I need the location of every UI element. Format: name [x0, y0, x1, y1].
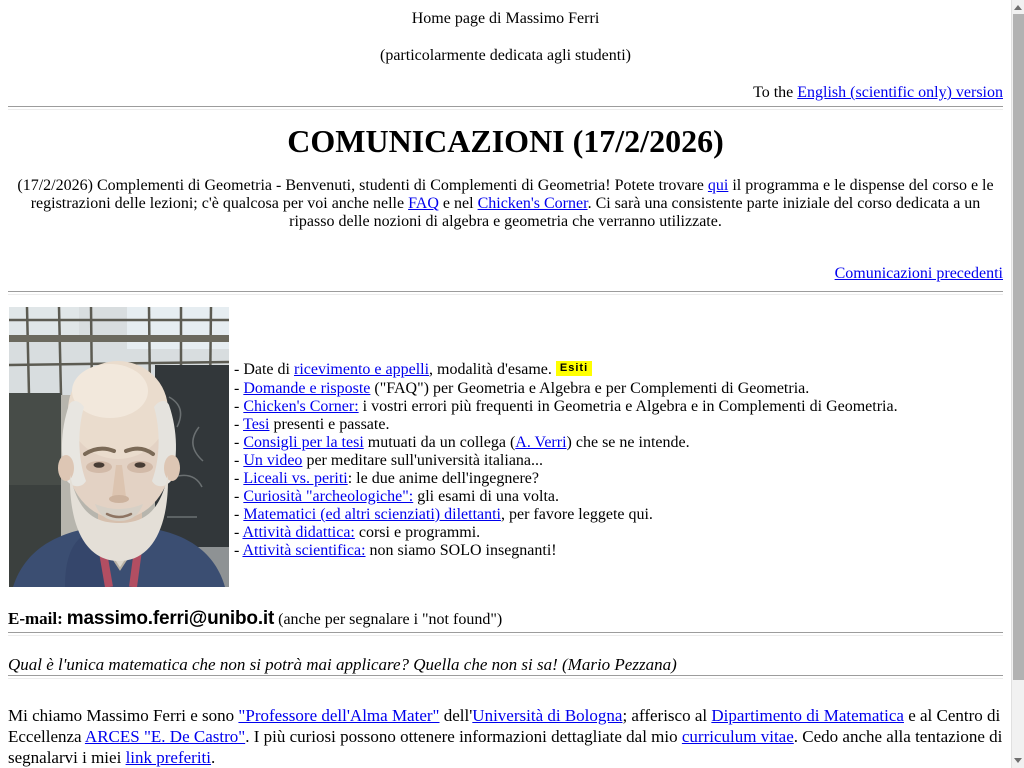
attivita-scientifica-link[interactable]: Attività scientifica: — [242, 542, 366, 559]
text-segment: presenti e passate. — [269, 416, 390, 433]
text-segment: e nel — [438, 195, 478, 212]
quote-line: Qual è l'unica matematica che non si potrà mai applicare? Quella che non si sa! (Mario Pezzana) — [8, 655, 677, 674]
text-segment: - Date di — [234, 361, 294, 378]
scroll-down-icon[interactable] — [1014, 758, 1022, 763]
chickens-corner-list-link[interactable]: Chicken's Corner: — [243, 398, 359, 415]
communications-paragraph — [8, 177, 1003, 231]
profile-list-item — [234, 380, 898, 398]
english-version-link[interactable]: English (scientific only) version — [797, 84, 1003, 101]
scrollbar-thumb[interactable] — [1013, 14, 1024, 680]
profile-section — [8, 307, 1003, 587]
text-segment: , modalità d'esame. — [429, 361, 556, 378]
text-segment: ("FAQ") per Geometria e Algebra e per Complementi di Geometria. — [370, 380, 810, 397]
qui-link[interactable]: qui — [707, 177, 729, 194]
text-segment: ) che se ne intende. — [566, 434, 690, 451]
profile-list-item — [234, 361, 898, 380]
communications-heading: COMUNICAZIONI (17/2/2026) — [287, 123, 724, 159]
text-segment: - — [234, 380, 244, 397]
text-segment: (17/2/2026) Complementi di Geometria - Benvenuti, studenti di Complementi di Geometria! Potete trovare — [17, 177, 708, 194]
text-segment: mutuati da un collega ( — [363, 434, 516, 451]
text-segment: - — [234, 452, 244, 469]
a-verri-link[interactable]: A. Verri — [515, 434, 567, 451]
email-note: (anche per segnalare i "not found") — [278, 611, 503, 628]
english-version-prefix: To the — [753, 84, 798, 101]
attivita-didattica-link[interactable]: Attività didattica: — [242, 524, 355, 541]
divider — [8, 632, 1003, 636]
scrollbar[interactable] — [1011, 0, 1024, 768]
profile-list-item — [234, 452, 898, 470]
text-segment: - — [234, 416, 244, 433]
divider — [8, 675, 1003, 679]
faq-link[interactable]: FAQ — [408, 195, 439, 212]
domande-risposte-link[interactable]: Domande e risposte — [243, 380, 371, 397]
liceali-periti-link[interactable]: Liceali vs. periti — [243, 470, 348, 487]
email-line — [8, 607, 1003, 632]
text-segment: corsi e programmi. — [354, 524, 481, 541]
scroll-up-icon[interactable] — [1014, 5, 1022, 10]
text-segment: non siamo SOLO insegnanti! — [365, 542, 557, 559]
divider — [8, 106, 1003, 110]
portrait-photo — [9, 307, 229, 587]
previous-communications-line — [8, 265, 1003, 283]
text-segment: . Cedo anche alla tentazione di segnalarvi i miei — [8, 727, 1003, 767]
previous-communications-link[interactable]: Comunicazioni precedenti — [834, 265, 1003, 282]
profile-list-item — [234, 470, 898, 488]
profile-list-item — [234, 488, 898, 506]
esiti-badge[interactable]: Esiti — [556, 361, 592, 376]
professore-alma-mater-link[interactable]: "Professore dell'Alma Mater" — [238, 706, 440, 725]
text-segment: . I più curiosi possono ottenere informazioni dettagliate dal mio — [245, 727, 682, 746]
english-version-line — [8, 84, 1003, 102]
text-segment: per meditare sull'università italiana... — [302, 452, 544, 469]
ricevimento-appelli-link[interactable]: ricevimento e appelli — [293, 361, 430, 378]
text-segment: , per favore leggete qui. — [501, 506, 653, 523]
text-segment: ; afferisco al — [622, 706, 712, 725]
profile-list-item — [234, 398, 898, 416]
text-segment: il programma e le dispense del corso e le registrazioni delle lezioni; c'è qualcosa per voi anche nelle — [30, 177, 994, 212]
consigli-tesi-link[interactable]: Consigli per la tesi — [243, 434, 364, 451]
arces-link[interactable]: ARCES "E. De Castro" — [84, 727, 246, 746]
text-segment: - — [234, 434, 244, 451]
text-segment: - — [234, 470, 244, 487]
profile-list-item — [234, 542, 898, 560]
profile-links-list — [234, 307, 898, 560]
video-link[interactable]: Un video — [243, 452, 303, 469]
page-content — [8, 0, 1003, 768]
universita-bologna-link[interactable]: Università di Bologna — [472, 706, 623, 725]
curriculum-vitae-link[interactable]: curriculum vitae — [681, 727, 794, 746]
text-segment: : le due anime dell'ingegnere? — [347, 470, 539, 487]
text-segment: - — [234, 506, 244, 523]
text-segment: i vostri errori più frequenti in Geometria e Algebra e in Complementi di Geometria. — [358, 398, 898, 415]
text-segment: - — [234, 488, 244, 505]
text-segment: . — [211, 748, 216, 767]
matematici-dilettanti-link[interactable]: Matematici (ed altri scienziati) dilettanti — [243, 506, 501, 523]
text-segment: Mi chiamo Massimo Ferri e sono — [8, 706, 239, 725]
text-segment: - — [234, 524, 243, 541]
divider — [8, 291, 1003, 295]
curiosita-archeologiche-link[interactable]: Curiosità "archeologiche": — [243, 488, 414, 505]
profile-list-item — [234, 524, 898, 542]
text-segment: dell' — [439, 706, 473, 725]
email-label: E-mail: — [8, 609, 63, 628]
text-segment: e al Centro di Eccellenza — [8, 706, 1001, 746]
page-subtitle: (particolarmente dedicata agli studenti) — [380, 47, 631, 64]
chickens-corner-link[interactable]: Chicken's Corner — [477, 195, 588, 212]
profile-list-item — [234, 434, 898, 452]
email-address: massimo.ferri@unibo.it — [66, 608, 275, 629]
text-segment: - — [234, 542, 243, 559]
profile-list-item — [234, 506, 898, 524]
text-segment: gli esami di una volta. — [413, 488, 559, 505]
profile-list-item — [234, 416, 898, 434]
dipartimento-matematica-link[interactable]: Dipartimento di Matematica — [711, 706, 904, 725]
page-title: Home page di Massimo Ferri — [411, 10, 600, 27]
tesi-link[interactable]: Tesi — [243, 416, 270, 433]
text-segment: . Ci sarà una consistente parte iniziale del corso dedicata a un ripasso delle nozioni di algebra e geometria che verranno utilizzate. — [289, 195, 981, 230]
link-preferiti-link[interactable]: link preferiti — [125, 748, 212, 767]
text-segment: - — [234, 398, 244, 415]
bio-paragraph — [8, 705, 1003, 768]
